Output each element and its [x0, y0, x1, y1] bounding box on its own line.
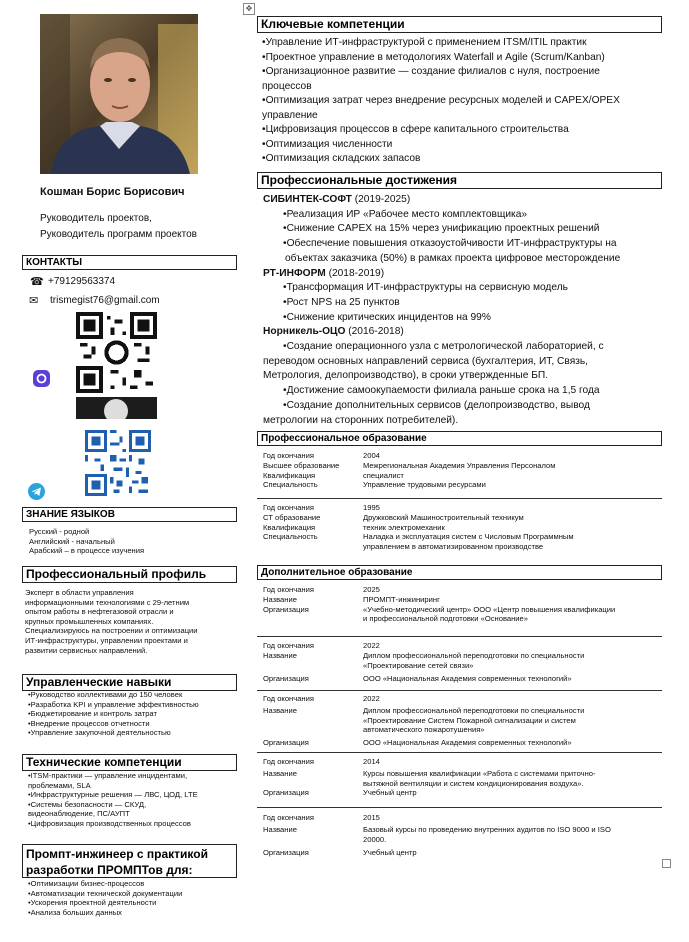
tech-item: проблемами, SLA — [28, 780, 91, 790]
edu-value: специалист — [363, 470, 404, 480]
mgmt-item: •Внедрение процессов отчетности — [28, 718, 150, 728]
achievement-item: метрологии на сторонних потребителей). — [263, 414, 459, 426]
extra-key — [263, 835, 363, 845]
company-period: (2016-2018) — [348, 326, 404, 338]
prompt-item: •Анализа больших данных — [28, 907, 122, 917]
extra-value: ООО «Национальная Академия современных технологий» — [363, 738, 572, 748]
extra-value: Учебный центр — [363, 848, 417, 858]
tech-item: видеонаблюдение, ПС/АУПТ — [28, 809, 130, 819]
edu-key: Квалификация — [263, 522, 316, 532]
profile-line: ИТ-инфраструктуры, управлении проектами и — [25, 635, 188, 645]
divider — [257, 690, 662, 691]
prompt-item: •Оптимизации бизнес-процессов — [28, 879, 145, 888]
prompt-header-line: разработки ПРОМПТов для: — [26, 863, 193, 877]
extra-key: Организация — [263, 674, 309, 684]
divider — [257, 807, 662, 808]
extra-value: Диплом профессиональной переподготовки по специальности — [363, 650, 585, 660]
prompt-list — [28, 879, 182, 917]
achievement-item: объектах заказчика (50%) в рамках проекта цифровое месторождение — [285, 252, 621, 264]
email-icon: ✉ — [29, 295, 39, 307]
profile-header: Профессиональный профиль — [22, 566, 237, 583]
extra-key: Год окончания — [263, 813, 314, 822]
extra-key: Организация — [263, 788, 309, 798]
max-messenger-icon[interactable] — [33, 370, 50, 387]
language-item: Русский - родной — [29, 527, 90, 536]
key-competencies-header: Ключевые компетенции — [257, 16, 662, 33]
person-title-2: Руководитель программ проектов — [40, 229, 197, 240]
contacts-header: КОНТАКТЫ — [22, 255, 237, 270]
achievement-item: переводом основных направлений сервиса (бухгалтерия, ИТ, Связь, — [263, 355, 589, 367]
language-item: Английский - начальный — [29, 536, 115, 546]
key-line: •Организационное развитие — создание филиалов с нуля, построение — [262, 66, 600, 77]
achievement-item: •Достижение самоокупаемости филиала раньше срока на 1,5 года — [283, 385, 600, 397]
extra-value: ООО «Национальная Академия современных технологий» — [363, 674, 572, 684]
achievement-item: Метрология, делопроизводство), в сроки утвержденные БП. — [263, 370, 549, 382]
extra-value: и профессиональной подготовки «Основание» — [363, 614, 528, 624]
key-line: процессов — [262, 80, 312, 92]
tech-item: •Цифровизация производственных процессов — [28, 818, 191, 828]
extra-key: Название — [263, 705, 297, 715]
key-line: •Проектное управление в методологиях Waterfall и Agile (Scrum/Kanban) — [262, 51, 605, 63]
mgmt-item: •Руководство коллективами до 150 человек — [28, 690, 183, 699]
key-competencies-list — [262, 36, 620, 167]
extra-key: Год окончания — [263, 694, 314, 703]
email-address[interactable]: trismegist76@gmail.com — [50, 295, 160, 306]
key-line: •Оптимизация складских запасов — [262, 153, 421, 164]
key-line: управление — [262, 109, 318, 121]
phone-icon: ☎ — [30, 276, 44, 288]
extra-key: Организация — [263, 738, 309, 748]
achievement-item: •Снижение критических инцидентов на 99% — [283, 311, 491, 323]
tech-list — [28, 771, 198, 829]
achievement-item: •Создание операционного узла с метрологической лабораторией, с — [283, 341, 604, 353]
person-name: Кошман Борис Борисович — [40, 186, 185, 198]
profile-text — [25, 588, 198, 655]
edu-value: Наладка и эксплуатация систем с Числовым Программным — [363, 532, 574, 542]
extra-education-block — [263, 757, 663, 798]
prompt-header-line: Промпт-инжинеер с практикой — [26, 847, 208, 861]
tech-item: •ITSM-практики — управление инцидентами, — [28, 771, 188, 780]
divider — [257, 498, 662, 499]
extra-value: «Проектирование Систем Пожарной сигнализации и систем — [363, 715, 576, 725]
profile-line: развитии сервисных направлений. — [25, 645, 148, 655]
edu-key — [263, 542, 363, 552]
extra-value: 20000. — [363, 834, 387, 844]
prompt-item: •Автоматизации технической документации — [28, 888, 183, 898]
table-move-handle-icon[interactable]: ✥ — [243, 3, 255, 15]
table-resize-handle[interactable] — [662, 859, 671, 868]
mgmt-header: Управленческие навыки — [22, 674, 237, 691]
extra-key — [263, 725, 363, 735]
company-line — [263, 267, 663, 282]
extra-key — [263, 779, 363, 789]
key-line: •Оптимизация затрат через внедрение ресурсных моделей и CAPEX/OPEX — [262, 95, 620, 106]
achievements-header: Профессиональные достижения — [257, 172, 662, 189]
extra-key: Год окончания — [263, 641, 314, 650]
education-header: Профессиональное образование — [257, 431, 662, 446]
company-period: (2019-2025) — [354, 194, 411, 205]
edu-key: Год окончания — [263, 503, 314, 512]
telegram-icon[interactable] — [28, 483, 45, 500]
profile-line: Эксперт в области управления — [25, 588, 134, 597]
education-block — [263, 451, 663, 490]
company-name: Норникель-ОЦО — [263, 326, 346, 338]
prompt-item: •Ускорения проектной деятельности — [28, 898, 157, 908]
extra-key: Организация — [263, 604, 309, 614]
company-line — [263, 325, 663, 340]
mgmt-item: •Бюджетирование и контроль затрат — [28, 709, 157, 719]
extra-value: 2025 — [363, 585, 380, 594]
extra-value: Учебный центр — [363, 788, 417, 798]
extra-value: Курсы повышения квалификации «Работа с системами приточно- — [363, 768, 596, 778]
telegram-qr-code[interactable] — [85, 430, 151, 496]
achievement-item: •Обеспечение повышения отказоустойчивости ИТ-инфраструктуры на — [283, 238, 617, 250]
avatar — [76, 397, 157, 419]
extra-value: автоматического пожаротушения» — [363, 725, 485, 735]
edu-value: Межрегиональная Академия Управления Персоналом — [363, 460, 556, 470]
extra-key — [263, 661, 363, 671]
tech-item: •Инфраструктурные решения — ЛВС, ЦОД, LTE — [28, 790, 198, 800]
extra-key: Год окончания — [263, 585, 314, 594]
extra-value: Базовый курсы по проведению внутренних аудитов по ISO 9000 и ISO — [363, 824, 611, 834]
edu-key: Специальность — [263, 480, 318, 490]
profile-line: информационными технологиями с 29-летним — [25, 597, 190, 607]
max-qr-code[interactable] — [76, 312, 157, 393]
edu-key: Специальность — [263, 532, 318, 542]
extra-key: Год окончания — [263, 757, 314, 766]
edu-value: техник электромеханик — [363, 522, 445, 532]
extra-key: Название — [263, 768, 297, 778]
edu-value: 2004 — [363, 451, 380, 460]
extra-key: Название — [263, 824, 297, 834]
edu-key: Высшее образование — [263, 460, 340, 470]
extra-value: 2014 — [363, 757, 380, 766]
education-block — [263, 503, 663, 552]
mgmt-item: •Управление закупочной деятельностью — [28, 728, 171, 738]
edu-value: управлением в автоматизированном производстве — [363, 542, 544, 552]
extra-education-block — [263, 694, 663, 748]
extra-value: «Учебно-методический центр» ООО «Центр повышения квалификации — [363, 604, 616, 614]
extra-value: Диплом профессиональной переподготовки по специальности — [363, 705, 585, 715]
company-period: (2018-2019) — [328, 267, 385, 279]
prompt-header — [22, 844, 237, 878]
tech-header: Технические компетенции — [22, 754, 237, 771]
phone-number[interactable]: +79129563374 — [48, 276, 116, 287]
profile-line: крупных промышленных компаниях. — [25, 616, 154, 626]
edu-value: Дружковский Машиностроительный техникум — [363, 512, 524, 522]
mgmt-list — [28, 690, 199, 738]
extra-value: ПРОМПТ-инжиниринг — [363, 594, 440, 604]
edu-value: Управление трудовыми ресурсами — [363, 480, 486, 490]
achievement-item: •Рост NPS на 25 пунктов — [283, 296, 400, 308]
profile-line: опытом работы в нефтегазовой отрасли и — [25, 607, 174, 617]
edu-key: Квалификация — [263, 470, 316, 480]
person-title-1: Руководитель проектов, — [40, 213, 152, 224]
extra-education-block — [263, 641, 663, 684]
achievement-item: •Снижение CAPEX на 15% через унификацию проектных решений — [283, 223, 600, 235]
key-line: •Оптимизация численности — [262, 138, 393, 150]
achievement-item: •Реализация ИР «Рабочее место комплектовщика» — [283, 208, 528, 220]
language-item: Арабский – в процессе изучения — [29, 546, 145, 556]
divider — [257, 752, 662, 753]
tech-item: •Системы безопасности — СКУД, — [28, 799, 147, 809]
company-name: СИБИНТЕК-СОФТ — [263, 194, 352, 205]
profile-line: Специализируюсь на построении и оптимизации — [25, 626, 198, 636]
extra-key: Организация — [263, 848, 309, 858]
languages-header: ЗНАНИЕ ЯЗЫКОВ — [22, 507, 237, 522]
company-name: РТ-ИНФОРМ — [263, 267, 326, 279]
achievement-item: •Трансформация ИТ-инфраструктуры на сервисную модель — [283, 282, 568, 294]
extra-key — [263, 614, 363, 624]
extra-key — [263, 716, 363, 726]
extra-key: Название — [263, 650, 297, 660]
key-line: •Управление ИТ-инфраструктурой с применением ITSM/ITIL практик — [262, 37, 587, 48]
achievement-item: •Создание дополнительных сервисов (делопроизводство, вывод — [283, 399, 590, 411]
profile-photo — [40, 14, 198, 174]
extra-value: 2022 — [363, 641, 380, 650]
extra-education-block — [263, 813, 663, 858]
extra-value: 2015 — [363, 813, 380, 822]
extra-education-header: Дополнительное образование — [257, 565, 662, 580]
divider — [257, 636, 662, 637]
key-line: •Цифровизация процессов в сфере капитального строительства — [262, 124, 569, 135]
extra-key: Название — [263, 594, 297, 604]
edu-value: 1995 — [363, 503, 380, 512]
extra-value: вытяжной вентиляции и систем кондиционирования воздуха». — [363, 778, 584, 788]
languages-list — [29, 527, 144, 556]
company-line — [263, 193, 663, 208]
mgmt-item: •Разработка KPI и управление эффективностью — [28, 699, 199, 709]
achievements-body — [263, 193, 663, 428]
extra-value: 2022 — [363, 694, 380, 703]
edu-key: Год окончания — [263, 451, 314, 460]
extra-education-block — [263, 585, 663, 624]
edu-key: СТ образование — [263, 512, 321, 522]
extra-value: «Проектирование сетей связи» — [363, 660, 474, 670]
